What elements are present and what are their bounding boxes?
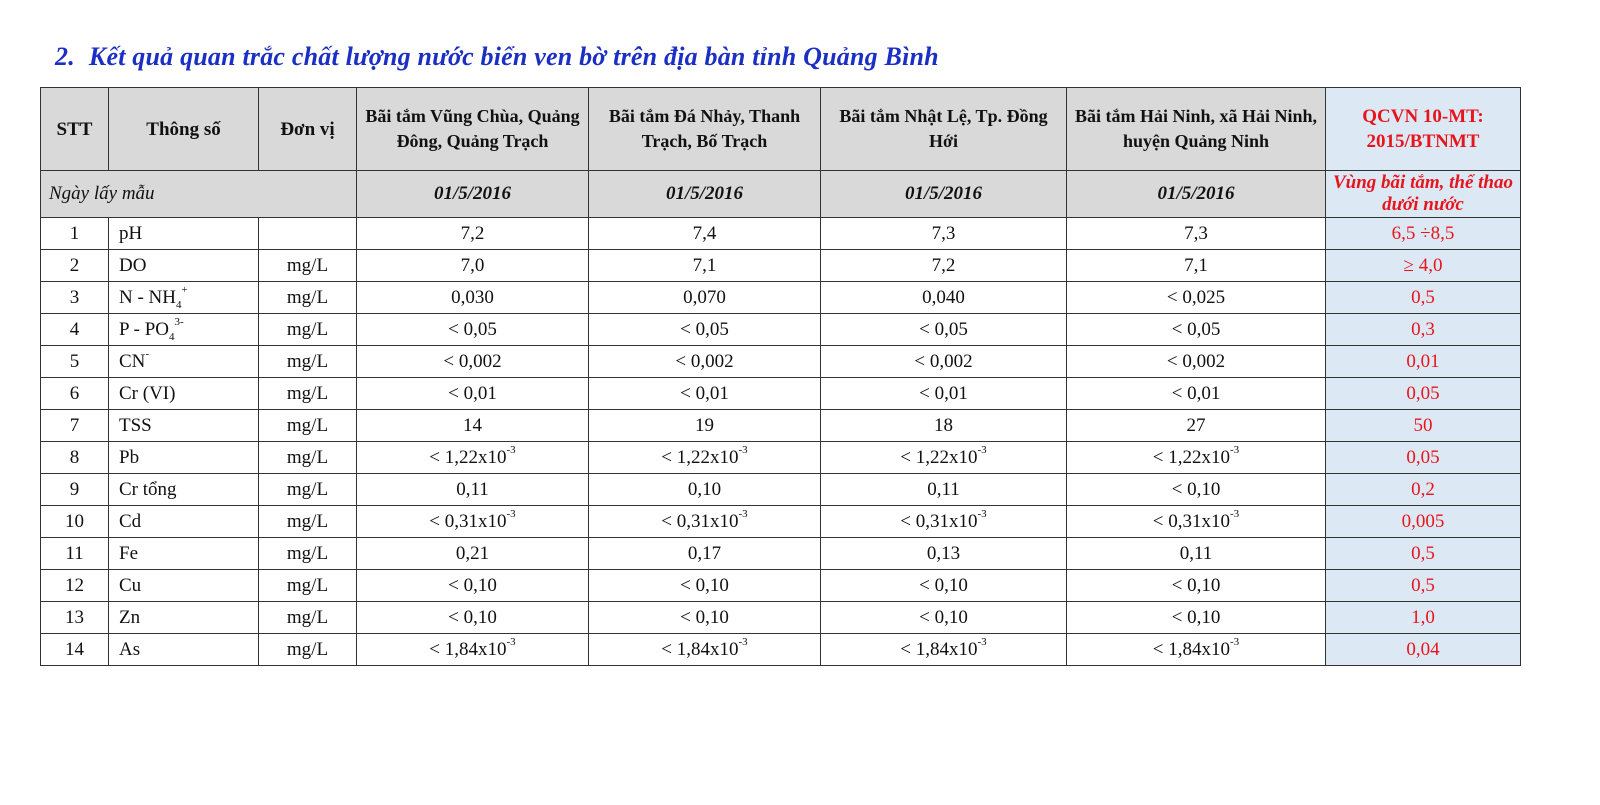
- row-param: [109, 410, 259, 442]
- table-row: [41, 602, 1521, 634]
- row-stt: 13: [41, 602, 109, 634]
- value-exponent: -3: [506, 444, 516, 457]
- row-param: [109, 538, 259, 570]
- row-stt: 9: [41, 474, 109, 506]
- row-param: [109, 378, 259, 410]
- row-value: [821, 410, 1067, 442]
- row-param: [109, 250, 259, 282]
- table-row: [41, 634, 1521, 666]
- row-value: [821, 474, 1067, 506]
- row-unit: mg/L: [259, 346, 357, 378]
- row-standard: 0,05: [1326, 378, 1521, 410]
- row-stt: 14: [41, 634, 109, 666]
- value-exponent: -3: [506, 636, 516, 649]
- row-value: [589, 218, 821, 250]
- row-stt: 11: [41, 538, 109, 570]
- row-unit: mg/L: [259, 474, 357, 506]
- row-value: [821, 282, 1067, 314]
- row-value: [821, 346, 1067, 378]
- param-name: Cr tổng: [119, 478, 177, 500]
- row-value: [1067, 218, 1326, 250]
- row-standard: 1,0: [1326, 602, 1521, 634]
- value-text: 7,1: [1184, 254, 1208, 276]
- row-value: [821, 570, 1067, 602]
- value-text: 7,3: [931, 222, 956, 244]
- row-value: [1067, 538, 1326, 570]
- row-stt: 8: [41, 442, 109, 474]
- sample-date-label: Ngày lấy mẫu: [41, 171, 357, 218]
- row-value: [589, 570, 821, 602]
- value-text: 0,040: [922, 286, 965, 308]
- row-param: [109, 474, 259, 506]
- param-name: As: [119, 638, 141, 660]
- value-text: < 0,01: [919, 382, 968, 404]
- row-value: [357, 250, 589, 282]
- row-standard: 0,01: [1326, 346, 1521, 378]
- value-text: < 0,10: [1171, 606, 1221, 628]
- row-stt: 5: [41, 346, 109, 378]
- page-title: [55, 42, 939, 72]
- value-exponent: -3: [1230, 508, 1240, 521]
- value-exponent: -3: [977, 508, 987, 521]
- row-value: [821, 538, 1067, 570]
- row-value: [357, 506, 589, 538]
- param-name: Cr (VI): [119, 382, 176, 404]
- table-row: [41, 314, 1521, 346]
- row-param: [109, 634, 259, 666]
- value-text: < 0,31x10: [1152, 510, 1231, 532]
- row-value: [589, 474, 821, 506]
- row-param: [109, 218, 259, 250]
- value-text: < 1,22x10: [429, 446, 507, 468]
- header-stt: STT: [41, 88, 109, 171]
- row-value: [589, 378, 821, 410]
- param-name: Pb: [119, 446, 140, 468]
- value-exponent: -3: [1230, 444, 1240, 457]
- row-value: [357, 474, 589, 506]
- value-text: < 0,025: [1166, 286, 1226, 308]
- row-value: [1067, 250, 1326, 282]
- value-text: < 1,22x10: [900, 446, 978, 468]
- row-value: [357, 634, 589, 666]
- section-title-text: Kết quả quan trắc chất lượng nước biển ven bờ trên địa bàn tỉnh Quảng Bình: [88, 42, 939, 71]
- value-text: 7,0: [460, 254, 485, 276]
- table-row: [41, 538, 1521, 570]
- value-text: < 0,05: [680, 318, 729, 340]
- header-station-hai-ninh: Bãi tắm Hải Ninh, xã Hải Ninh, huyện Quảng Ninh: [1067, 88, 1326, 171]
- row-unit: mg/L: [259, 634, 357, 666]
- header-row: [41, 88, 1521, 171]
- row-value: [1067, 474, 1326, 506]
- param-name: Cu: [119, 574, 142, 596]
- row-unit: mg/L: [259, 410, 357, 442]
- value-text: < 0,10: [680, 574, 729, 596]
- value-text: 19: [695, 414, 714, 436]
- value-text: < 0,10: [919, 606, 968, 628]
- header-param: Thông số: [109, 88, 259, 171]
- param-superscript: 3-: [174, 316, 184, 329]
- value-exponent: -3: [738, 508, 748, 521]
- row-value: [1067, 378, 1326, 410]
- table-row: [41, 570, 1521, 602]
- sample-date-cell: 01/5/2016: [589, 171, 821, 218]
- header-standard: QCVN 10-MT: 2015/BTNMT: [1326, 88, 1521, 171]
- value-text: < 0,01: [448, 382, 497, 404]
- row-value: [589, 410, 821, 442]
- value-text: < 0,002: [675, 350, 734, 372]
- header-station-nhat-le: Bãi tắm Nhật Lệ, Tp. Đồng Hới: [821, 88, 1067, 171]
- row-value: [357, 314, 589, 346]
- value-text: 7,2: [460, 222, 485, 244]
- row-standard: 50: [1326, 410, 1521, 442]
- row-unit: mg/L: [259, 506, 357, 538]
- row-value: [589, 506, 821, 538]
- value-text: 7,4: [692, 222, 717, 244]
- row-value: [589, 634, 821, 666]
- value-text: 0,070: [683, 286, 726, 308]
- param-superscript: +: [181, 284, 188, 297]
- param-name: N - NH: [119, 286, 176, 308]
- param-name: CN: [119, 350, 146, 372]
- value-text: < 1,84x10: [1152, 638, 1231, 660]
- value-text: 0,17: [687, 542, 722, 564]
- row-value: [589, 250, 821, 282]
- param-superscript: -: [145, 348, 150, 361]
- table-row: [41, 346, 1521, 378]
- value-text: < 0,05: [448, 318, 497, 340]
- value-text: 0,11: [927, 478, 960, 500]
- row-value: [589, 602, 821, 634]
- value-exponent: -3: [506, 508, 516, 521]
- value-exponent: -3: [738, 444, 748, 457]
- row-value: [357, 538, 589, 570]
- param-name: TSS: [119, 414, 152, 436]
- value-text: < 0,31x10: [900, 510, 978, 532]
- row-standard: 0,005: [1326, 506, 1521, 538]
- row-value: [1067, 442, 1326, 474]
- param-name: Fe: [119, 542, 138, 564]
- row-value: [589, 282, 821, 314]
- value-text: 27: [1186, 414, 1206, 436]
- value-text: 0,13: [926, 542, 961, 564]
- value-text: 7,2: [931, 254, 956, 276]
- value-text: 0,10: [687, 478, 722, 500]
- row-value: [821, 378, 1067, 410]
- row-standard: 0,5: [1326, 282, 1521, 314]
- value-text: 0,11: [1179, 542, 1213, 564]
- param-name: Zn: [119, 606, 141, 628]
- sample-date-row: [41, 171, 1521, 218]
- sample-date-cell: 01/5/2016: [357, 171, 589, 218]
- row-value: [357, 378, 589, 410]
- row-param: [109, 346, 259, 378]
- row-unit: mg/L: [259, 442, 357, 474]
- row-value: [1067, 282, 1326, 314]
- row-param: [109, 602, 259, 634]
- value-text: < 0,10: [1171, 574, 1221, 596]
- row-param: [109, 570, 259, 602]
- table-row: [41, 378, 1521, 410]
- row-value: [1067, 602, 1326, 634]
- value-text: < 0,10: [448, 606, 497, 628]
- value-text: 14: [463, 414, 482, 436]
- row-value: [589, 346, 821, 378]
- table-row: [41, 250, 1521, 282]
- value-exponent: -3: [977, 636, 987, 649]
- row-stt: 6: [41, 378, 109, 410]
- row-value: [357, 282, 589, 314]
- value-exponent: -3: [977, 444, 987, 457]
- row-standard: 0,04: [1326, 634, 1521, 666]
- row-unit: mg/L: [259, 250, 357, 282]
- row-value: [821, 634, 1067, 666]
- param-subscript: 4: [176, 298, 182, 311]
- row-param: [109, 442, 259, 474]
- param-name: P - PO: [119, 318, 169, 340]
- row-stt: 10: [41, 506, 109, 538]
- value-text: 7,1: [692, 254, 717, 276]
- row-standard: ≥ 4,0: [1326, 250, 1521, 282]
- table-row: [41, 442, 1521, 474]
- value-text: < 0,01: [680, 382, 729, 404]
- row-value: [1067, 410, 1326, 442]
- row-stt: 2: [41, 250, 109, 282]
- row-value: [357, 442, 589, 474]
- param-subscript: 4: [168, 330, 175, 343]
- value-text: < 0,10: [680, 606, 729, 628]
- row-value: [589, 538, 821, 570]
- row-value: [1067, 314, 1326, 346]
- row-value: [821, 250, 1067, 282]
- value-text: < 0,002: [443, 350, 502, 372]
- param-name: pH: [119, 222, 143, 244]
- row-standard: 0,3: [1326, 314, 1521, 346]
- row-value: [821, 314, 1067, 346]
- value-exponent: -3: [738, 636, 748, 649]
- section-number: 2.: [55, 42, 75, 71]
- row-unit: mg/L: [259, 538, 357, 570]
- value-text: 0,21: [455, 542, 490, 564]
- row-stt: 4: [41, 314, 109, 346]
- value-text: < 1,84x10: [900, 638, 978, 660]
- row-unit: mg/L: [259, 314, 357, 346]
- row-value: [589, 442, 821, 474]
- row-standard: 0,05: [1326, 442, 1521, 474]
- row-standard: 0,5: [1326, 538, 1521, 570]
- table-row: [41, 474, 1521, 506]
- row-param: [109, 506, 259, 538]
- value-text: 7,3: [1184, 222, 1208, 244]
- row-standard: 0,2: [1326, 474, 1521, 506]
- row-unit: [259, 218, 357, 250]
- row-param: [109, 314, 259, 346]
- value-text: < 0,31x10: [429, 510, 507, 532]
- row-value: [1067, 634, 1326, 666]
- row-value: [821, 442, 1067, 474]
- row-stt: 3: [41, 282, 109, 314]
- value-text: < 1,84x10: [661, 638, 739, 660]
- row-standard: 0,5: [1326, 570, 1521, 602]
- row-unit: mg/L: [259, 378, 357, 410]
- table-row: [41, 282, 1521, 314]
- value-text: < 1,22x10: [661, 446, 739, 468]
- row-value: [1067, 346, 1326, 378]
- value-text: < 0,002: [1166, 350, 1226, 372]
- sample-date-cell: 01/5/2016: [821, 171, 1067, 218]
- row-unit: mg/L: [259, 570, 357, 602]
- value-text: < 0,10: [1171, 478, 1221, 500]
- row-unit: mg/L: [259, 602, 357, 634]
- table-row: [41, 218, 1521, 250]
- row-value: [357, 410, 589, 442]
- row-stt: 1: [41, 218, 109, 250]
- row-value: [821, 602, 1067, 634]
- row-standard: 6,5 ÷8,5: [1326, 218, 1521, 250]
- param-name: DO: [119, 254, 147, 276]
- value-text: 0,030: [451, 286, 494, 308]
- water-quality-table: [40, 87, 1521, 666]
- value-text: < 0,10: [448, 574, 497, 596]
- row-param: [109, 282, 259, 314]
- row-value: [821, 218, 1067, 250]
- row-value: [589, 314, 821, 346]
- value-text: < 0,05: [1171, 318, 1221, 340]
- table-row: [41, 506, 1521, 538]
- value-text: 18: [934, 414, 953, 436]
- row-value: [1067, 506, 1326, 538]
- row-value: [1067, 570, 1326, 602]
- row-unit: mg/L: [259, 282, 357, 314]
- table-row: [41, 410, 1521, 442]
- value-text: < 0,31x10: [661, 510, 739, 532]
- standard-note: Vùng bãi tắm, thể thao dưới nước: [1326, 171, 1521, 218]
- header-station-da-nhay: Bãi tắm Đá Nhảy, Thanh Trạch, Bố Trạch: [589, 88, 821, 171]
- value-exponent: -3: [1230, 636, 1240, 649]
- row-value: [357, 346, 589, 378]
- row-value: [357, 570, 589, 602]
- value-text: < 0,10: [919, 574, 968, 596]
- value-text: < 0,01: [1171, 382, 1221, 404]
- value-text: < 0,002: [914, 350, 973, 372]
- header-unit: Đơn vị: [259, 88, 357, 171]
- value-text: < 1,22x10: [1152, 446, 1231, 468]
- row-stt: 7: [41, 410, 109, 442]
- value-text: 0,11: [456, 478, 489, 500]
- header-station-vung-chua: Bãi tắm Vũng Chùa, Quảng Đông, Quảng Trạch: [357, 88, 589, 171]
- row-value: [821, 506, 1067, 538]
- sample-date-cell: 01/5/2016: [1067, 171, 1326, 218]
- row-value: [357, 218, 589, 250]
- value-text: < 1,84x10: [429, 638, 507, 660]
- value-text: < 0,05: [919, 318, 968, 340]
- param-name: Cd: [119, 510, 142, 532]
- row-stt: 12: [41, 570, 109, 602]
- row-value: [357, 602, 589, 634]
